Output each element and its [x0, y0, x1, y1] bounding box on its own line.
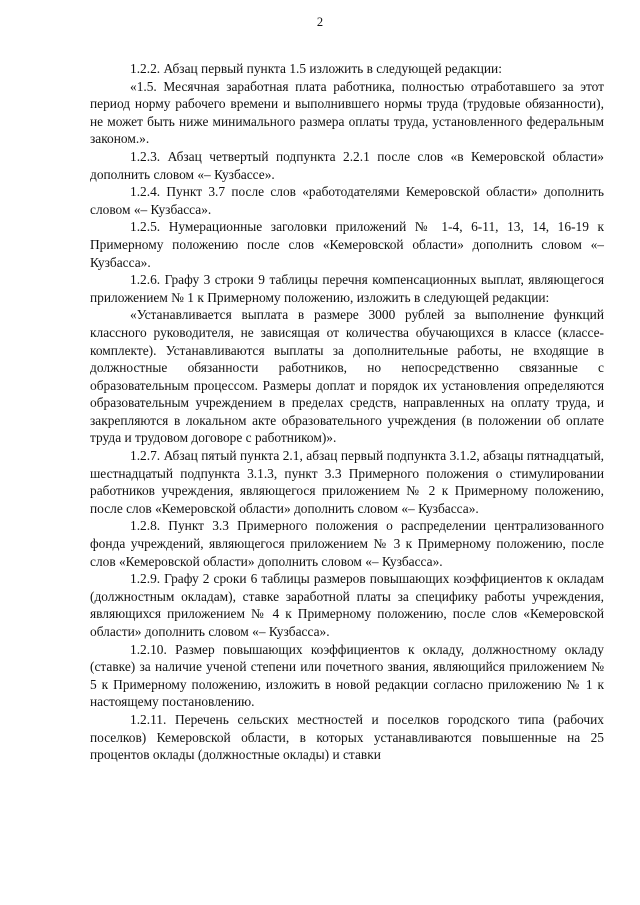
paragraph-1-2-10: 1.2.10. Размер повышающих коэффициентов к окладу, должностному окладу (ставке) за наличие ученой степени или почетного звания, являющийся приложением № 5 к Примерному положению, изложить в новой редакции согласно приложению № 1 к настоящему постановлению. — [90, 641, 604, 710]
paragraph-1-2-9: 1.2.9. Графу 2 сроки 6 таблицы размеров повышающих коэффициентов к окладам (должностным окладам), ставке заработной платы за специфику работы учреждения, являющихся приложением № 4 к Примерному положению, после слов «Кемеровской области» дополнить словом «– Кузбасса». — [90, 571, 604, 639]
paragraph-1-2-6: 1.2.6. Графу 3 строки 9 таблицы перечня компенсационных выплат, являющегося приложением № 1 к Примерному положению, изложить в следующей редакции: — [90, 272, 604, 305]
paragraph-1-2-5: 1.2.5. Нумерационные заголовки приложений № 1-4, 6-11, 13, 14, 16-19 к Примерному положению после слов «Кемеровской области» дополнить словом «– Кузбасса». — [90, 219, 604, 270]
paragraph-quote-payment: «Устанавливается выплата в размере 3000 рублей за выполнение функций классного руководителя, не зависящая от количества обучающихся в классе (классе-комплекте). Устанавливаются выплаты за дополнительные работы, не входящие в должностные обязанности работников, но непосредственно связанные с образовательным процессом. Размеры доплат и порядок их установления определяются образовательным учреждением в пределах средств, направленных на оплату труда, и закрепляются в локальном акте образовательного учреждения (в положении об оплате труда и трудовом договоре с работником)». — [90, 307, 604, 446]
paragraph-1-2-11: 1.2.11. Перечень сельских местностей и поселков городского типа (рабочих поселков) Кемеровской области, в которых устанавливаются повышенные на 25 процентов оклады (должностные оклады) и ставки — [90, 711, 604, 763]
paragraph-1-2-4: 1.2.4. Пункт 3.7 после слов «работодателями Кемеровской области» дополнить словом «– Кузбасса». — [90, 184, 604, 217]
paragraph-1-2-8: 1.2.8. Пункт 3.3 Примерного положения о распределении централизованного фонда учреждений, являющегося приложением № 3 к Примерному положению, после слов «Кемеровской области» дополнить словом «– Кузбасса». — [90, 518, 604, 569]
paragraph-quote-1-5: «1.5. Месячная заработная плата работника, полностью отработавшего за этот период норму рабочего времени и выполнившего нормы труда (трудовые обязанности), не может быть ниже минимального размера оплаты труда, установленного федеральным законом.». — [90, 78, 604, 147]
document-body — [90, 60, 604, 764]
paragraph-1-2-3: 1.2.3. Абзац четвертый подпункта 2.2.1 после слов «в Кемеровской области» дополнить словом «– Кузбассе». — [90, 148, 604, 182]
paragraph-1-2-7: 1.2.7. Абзац пятый пункта 2.1, абзац первый подпункта 3.1.2, абзацы пятнадцатый, шестнадцатый подпункта 3.1.3, пункт 3.3 Примерного положения о стимулировании работников учреждения, являющегося приложением № 2 к Примерному положению, после слов «Кемеровской области» дополнить словом «– Кузбасса». — [90, 448, 604, 516]
paragraph-1-2-2: 1.2.2. Абзац первый пункта 1.5 изложить в следующей редакции: — [130, 61, 502, 76]
page-number: 2 — [316, 15, 324, 29]
